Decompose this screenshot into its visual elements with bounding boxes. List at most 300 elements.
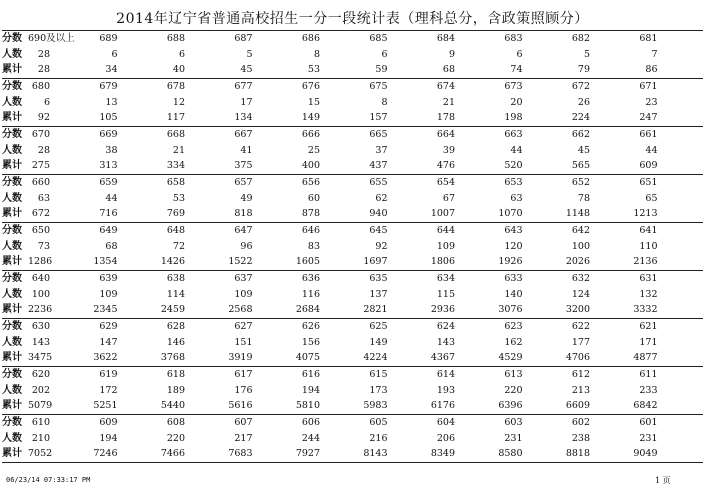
table-cell: 664	[436, 129, 455, 140]
table-cell: 3768	[160, 352, 185, 363]
table-cell: 4706	[565, 352, 590, 363]
table-cell: 652	[571, 177, 590, 188]
table-cell: 642	[571, 225, 590, 236]
table-cell: 313	[99, 160, 118, 171]
table-cell: 5079	[28, 400, 53, 411]
count-row	[2, 431, 703, 447]
table-cell: 8	[381, 96, 388, 108]
table-cell: 659	[99, 177, 118, 188]
table-cell: 2684	[295, 304, 320, 315]
row-label: 累计	[2, 112, 22, 123]
table-cell: 689	[99, 33, 118, 44]
table-block	[2, 174, 703, 222]
table-cell: 677	[234, 81, 253, 92]
table-cell: 650	[31, 225, 50, 236]
table-cell: 110	[639, 240, 658, 252]
table-cell: 615	[369, 369, 388, 380]
table-cell: 23	[645, 96, 658, 108]
table-cell: 616	[301, 369, 320, 380]
table-cell: 4529	[498, 352, 523, 363]
table-cell: 660	[31, 177, 50, 188]
table-cell: 2236	[28, 304, 53, 315]
table-cell: 684	[436, 33, 455, 44]
table-cell: 8580	[498, 448, 523, 459]
table-cell: 2459	[160, 304, 185, 315]
table-cell: 621	[639, 321, 658, 332]
table-cell: 217	[234, 432, 253, 444]
table-cell: 637	[234, 273, 253, 284]
table-cell: 605	[369, 417, 388, 428]
row-label: 累计	[2, 64, 22, 75]
cumulative-row	[2, 110, 703, 126]
table-cell: 171	[639, 336, 658, 348]
table-cell: 613	[504, 369, 523, 380]
table-cell: 653	[504, 177, 523, 188]
table-cell: 34	[105, 64, 118, 75]
table-cell: 671	[639, 81, 658, 92]
row-label: 分数	[2, 225, 22, 236]
table-cell: 3076	[498, 304, 523, 315]
row-label: 分数	[2, 417, 22, 428]
table-cell: 26	[577, 96, 590, 108]
table-cell: 92	[37, 112, 50, 123]
table-cell: 2136	[633, 256, 658, 267]
table-cell: 151	[234, 336, 253, 348]
score-distribution-table	[2, 30, 703, 463]
row-label: 累计	[2, 160, 22, 171]
row-label: 人数	[2, 240, 22, 252]
table-cell: 656	[301, 177, 320, 188]
table-cell: 9	[448, 48, 455, 60]
table-cell: 12	[172, 96, 185, 108]
table-cell: 632	[571, 273, 590, 284]
table-cell: 636	[301, 273, 320, 284]
table-cell: 44	[645, 144, 658, 156]
table-cell: 8143	[363, 448, 388, 459]
table-cell: 3919	[228, 352, 253, 363]
table-cell: 157	[369, 112, 388, 123]
table-cell: 37	[375, 144, 388, 156]
table-block	[2, 222, 703, 270]
table-cell: 231	[504, 432, 523, 444]
table-cell: 6	[43, 96, 50, 108]
score-row	[2, 31, 703, 47]
table-cell: 658	[166, 177, 185, 188]
table-cell: 641	[639, 225, 658, 236]
table-cell: 633	[504, 273, 523, 284]
table-cell: 60	[307, 192, 320, 204]
table-cell: 21	[172, 144, 185, 156]
table-cell: 86	[645, 64, 658, 75]
table-cell: 611	[639, 369, 658, 380]
table-cell: 83	[307, 240, 320, 252]
table-cell: 612	[571, 369, 590, 380]
count-row	[2, 239, 703, 255]
table-cell: 673	[504, 81, 523, 92]
table-cell: 678	[166, 81, 185, 92]
row-label: 累计	[2, 304, 22, 315]
table-cell: 629	[99, 321, 118, 332]
table-cell: 193	[436, 384, 455, 396]
row-label: 累计	[2, 352, 22, 363]
table-cell: 2345	[93, 304, 118, 315]
table-cell: 25	[307, 144, 320, 156]
table-cell: 603	[504, 417, 523, 428]
table-cell: 137	[369, 288, 388, 300]
table-cell: 666	[301, 129, 320, 140]
table-cell: 149	[301, 112, 320, 123]
table-cell: 5983	[363, 400, 388, 411]
table-cell: 1213	[633, 208, 658, 219]
table-cell: 634	[436, 273, 455, 284]
table-cell: 3332	[633, 304, 658, 315]
count-row	[2, 335, 703, 351]
table-cell: 716	[99, 208, 118, 219]
table-cell: 520	[504, 160, 523, 171]
table-cell: 690及以上	[28, 33, 75, 44]
table-cell: 7466	[160, 448, 185, 459]
print-timestamp: 06/23/14 07:33:17 PM	[6, 476, 91, 484]
table-cell: 1697	[363, 256, 388, 267]
table-cell: 7683	[228, 448, 253, 459]
table-cell: 630	[31, 321, 50, 332]
table-cell: 146	[166, 336, 185, 348]
table-cell: 631	[639, 273, 658, 284]
table-cell: 1926	[498, 256, 523, 267]
table-cell: 1286	[28, 256, 53, 267]
table-cell: 116	[301, 288, 320, 300]
table-cell: 198	[504, 112, 523, 123]
table-cell: 6396	[498, 400, 523, 411]
table-cell: 224	[571, 112, 590, 123]
table-cell: 2026	[565, 256, 590, 267]
table-cell: 73	[37, 240, 50, 252]
cumulative-row	[2, 446, 703, 462]
table-cell: 4224	[363, 352, 388, 363]
cumulative-row	[2, 206, 703, 222]
table-cell: 117	[166, 112, 185, 123]
table-cell: 624	[436, 321, 455, 332]
cumulative-row	[2, 158, 703, 174]
table-cell: 28	[37, 144, 50, 156]
table-cell: 5	[583, 48, 590, 60]
table-cell: 675	[369, 81, 388, 92]
table-cell: 21	[442, 96, 455, 108]
table-cell: 655	[369, 177, 388, 188]
table-cell: 622	[571, 321, 590, 332]
table-cell: 189	[166, 384, 185, 396]
table-cell: 1426	[160, 256, 185, 267]
row-label: 累计	[2, 448, 22, 459]
table-cell: 647	[234, 225, 253, 236]
table-cell: 28	[37, 48, 50, 60]
table-cell: 62	[375, 192, 388, 204]
table-cell: 44	[510, 144, 523, 156]
table-cell: 65	[645, 192, 658, 204]
table-cell: 63	[510, 192, 523, 204]
table-cell: 1354	[93, 256, 118, 267]
table-cell: 665	[369, 129, 388, 140]
table-cell: 662	[571, 129, 590, 140]
table-cell: 651	[639, 177, 658, 188]
table-cell: 676	[301, 81, 320, 92]
table-cell: 657	[234, 177, 253, 188]
table-cell: 5616	[228, 400, 253, 411]
table-cell: 206	[436, 432, 455, 444]
cumulative-row	[2, 302, 703, 318]
table-cell: 9049	[633, 448, 658, 459]
table-cell: 45	[240, 64, 253, 75]
table-cell: 878	[301, 208, 320, 219]
table-block	[2, 126, 703, 174]
table-block	[2, 270, 703, 318]
row-label: 人数	[2, 192, 22, 204]
table-cell: 638	[166, 273, 185, 284]
table-cell: 40	[172, 64, 185, 75]
table-cell: 639	[99, 273, 118, 284]
table-cell: 663	[504, 129, 523, 140]
table-cell: 109	[436, 240, 455, 252]
score-row	[2, 415, 703, 431]
score-row	[2, 127, 703, 143]
table-cell: 140	[504, 288, 523, 300]
table-cell: 565	[571, 160, 590, 171]
count-row	[2, 191, 703, 207]
table-cell: 100	[571, 240, 590, 252]
row-label: 累计	[2, 400, 22, 411]
table-cell: 173	[369, 384, 388, 396]
count-row	[2, 47, 703, 63]
table-cell: 602	[571, 417, 590, 428]
table-cell: 74	[510, 64, 523, 75]
table-cell: 674	[436, 81, 455, 92]
table-cell: 476	[436, 160, 455, 171]
table-cell: 172	[99, 384, 118, 396]
table-cell: 686	[301, 33, 320, 44]
table-cell: 649	[99, 225, 118, 236]
table-cell: 940	[369, 208, 388, 219]
row-label: 人数	[2, 96, 22, 108]
table-cell: 375	[234, 160, 253, 171]
table-cell: 668	[166, 129, 185, 140]
row-label: 分数	[2, 129, 22, 140]
table-block	[2, 318, 703, 366]
table-cell: 670	[31, 129, 50, 140]
table-cell: 124	[571, 288, 590, 300]
cumulative-row	[2, 62, 703, 78]
table-cell: 231	[639, 432, 658, 444]
table-cell: 194	[99, 432, 118, 444]
table-cell: 617	[234, 369, 253, 380]
table-cell: 120	[504, 240, 523, 252]
table-cell: 661	[639, 129, 658, 140]
cumulative-row	[2, 398, 703, 414]
table-cell: 28	[37, 64, 50, 75]
row-label: 累计	[2, 256, 22, 267]
table-cell: 648	[166, 225, 185, 236]
table-cell: 247	[639, 112, 658, 123]
table-cell: 683	[504, 33, 523, 44]
table-cell: 669	[99, 129, 118, 140]
table-cell: 2936	[430, 304, 455, 315]
count-row	[2, 95, 703, 111]
table-cell: 149	[369, 336, 388, 348]
table-cell: 115	[436, 288, 455, 300]
table-cell: 17	[240, 96, 253, 108]
table-cell: 1605	[295, 256, 320, 267]
table-cell: 4367	[430, 352, 455, 363]
table-block	[2, 30, 703, 78]
table-cell: 68	[442, 64, 455, 75]
table-cell: 682	[571, 33, 590, 44]
score-row	[2, 271, 703, 287]
table-cell: 3475	[28, 352, 53, 363]
table-cell: 1070	[498, 208, 523, 219]
row-label: 分数	[2, 81, 22, 92]
table-cell: 6	[516, 48, 523, 60]
table-cell: 38	[105, 144, 118, 156]
table-cell: 334	[166, 160, 185, 171]
table-cell: 132	[639, 288, 658, 300]
table-cell: 44	[105, 192, 118, 204]
table-cell: 1148	[565, 208, 590, 219]
table-cell: 609	[99, 417, 118, 428]
table-cell: 156	[301, 336, 320, 348]
table-cell: 7246	[93, 448, 118, 459]
cumulative-row	[2, 350, 703, 366]
score-row	[2, 223, 703, 239]
table-cell: 606	[301, 417, 320, 428]
table-cell: 45	[577, 144, 590, 156]
table-cell: 6	[381, 48, 388, 60]
table-cell: 667	[234, 129, 253, 140]
table-cell: 100	[31, 288, 50, 300]
table-cell: 681	[639, 33, 658, 44]
table-cell: 20	[510, 96, 523, 108]
table-cell: 176	[234, 384, 253, 396]
table-cell: 162	[504, 336, 523, 348]
table-cell: 608	[166, 417, 185, 428]
row-label: 人数	[2, 336, 22, 348]
table-cell: 210	[31, 432, 50, 444]
table-cell: 49	[240, 192, 253, 204]
table-cell: 628	[166, 321, 185, 332]
table-cell: 614	[436, 369, 455, 380]
table-cell: 679	[99, 81, 118, 92]
table-cell: 67	[442, 192, 455, 204]
cumulative-row	[2, 254, 703, 270]
table-cell: 4075	[295, 352, 320, 363]
table-cell: 109	[234, 288, 253, 300]
table-cell: 7927	[295, 448, 320, 459]
table-cell: 3200	[565, 304, 590, 315]
table-cell: 134	[234, 112, 253, 123]
page-title: 2014年辽宁省普通高校招生一分一段统计表（理科总分，含政策照顾分）	[116, 11, 589, 27]
table-cell: 143	[436, 336, 455, 348]
table-cell: 1522	[228, 256, 253, 267]
table-cell: 41	[240, 144, 253, 156]
table-cell: 53	[172, 192, 185, 204]
table-cell: 6842	[633, 400, 658, 411]
table-cell: 610	[31, 417, 50, 428]
row-label: 分数	[2, 273, 22, 284]
table-cell: 78	[577, 192, 590, 204]
table-cell: 233	[639, 384, 658, 396]
count-row	[2, 287, 703, 303]
table-cell: 620	[31, 369, 50, 380]
table-cell: 619	[99, 369, 118, 380]
table-cell: 643	[504, 225, 523, 236]
table-cell: 244	[301, 432, 320, 444]
table-cell: 92	[375, 240, 388, 252]
score-row	[2, 79, 703, 95]
table-cell: 147	[99, 336, 118, 348]
table-cell: 688	[166, 33, 185, 44]
score-row	[2, 367, 703, 383]
table-cell: 3622	[93, 352, 118, 363]
table-cell: 609	[639, 160, 658, 171]
page-number: 1 页	[655, 476, 671, 485]
table-cell: 15	[307, 96, 320, 108]
row-label: 累计	[2, 208, 22, 219]
row-label: 分数	[2, 177, 22, 188]
table-cell: 7	[651, 48, 658, 60]
table-cell: 202	[31, 384, 50, 396]
table-cell: 63	[37, 192, 50, 204]
table-cell: 623	[504, 321, 523, 332]
table-cell: 275	[31, 160, 50, 171]
table-cell: 604	[436, 417, 455, 428]
table-cell: 72	[172, 240, 185, 252]
table-block	[2, 366, 703, 414]
table-cell: 13	[105, 96, 118, 108]
table-cell: 672	[571, 81, 590, 92]
count-row	[2, 143, 703, 159]
table-block	[2, 414, 703, 463]
table-cell: 59	[375, 64, 388, 75]
table-cell: 618	[166, 369, 185, 380]
table-cell: 6609	[565, 400, 590, 411]
table-cell: 654	[436, 177, 455, 188]
table-cell: 213	[571, 384, 590, 396]
table-cell: 39	[442, 144, 455, 156]
table-cell: 68	[105, 240, 118, 252]
table-cell: 7052	[28, 448, 53, 459]
table-cell: 6176	[430, 400, 455, 411]
row-label: 人数	[2, 384, 22, 396]
table-cell: 178	[436, 112, 455, 123]
table-cell: 220	[504, 384, 523, 396]
table-cell: 680	[31, 81, 50, 92]
table-cell: 96	[240, 240, 253, 252]
table-cell: 109	[99, 288, 118, 300]
table-cell: 685	[369, 33, 388, 44]
score-row	[2, 175, 703, 191]
table-cell: 607	[234, 417, 253, 428]
table-cell: 400	[301, 160, 320, 171]
table-cell: 220	[166, 432, 185, 444]
table-cell: 53	[307, 64, 320, 75]
row-label: 人数	[2, 432, 22, 444]
table-cell: 2821	[363, 304, 388, 315]
table-cell: 627	[234, 321, 253, 332]
table-cell: 5810	[295, 400, 320, 411]
table-cell: 1007	[430, 208, 455, 219]
table-cell: 5	[246, 48, 253, 60]
table-cell: 769	[166, 208, 185, 219]
table-cell: 635	[369, 273, 388, 284]
table-cell: 4877	[633, 352, 658, 363]
